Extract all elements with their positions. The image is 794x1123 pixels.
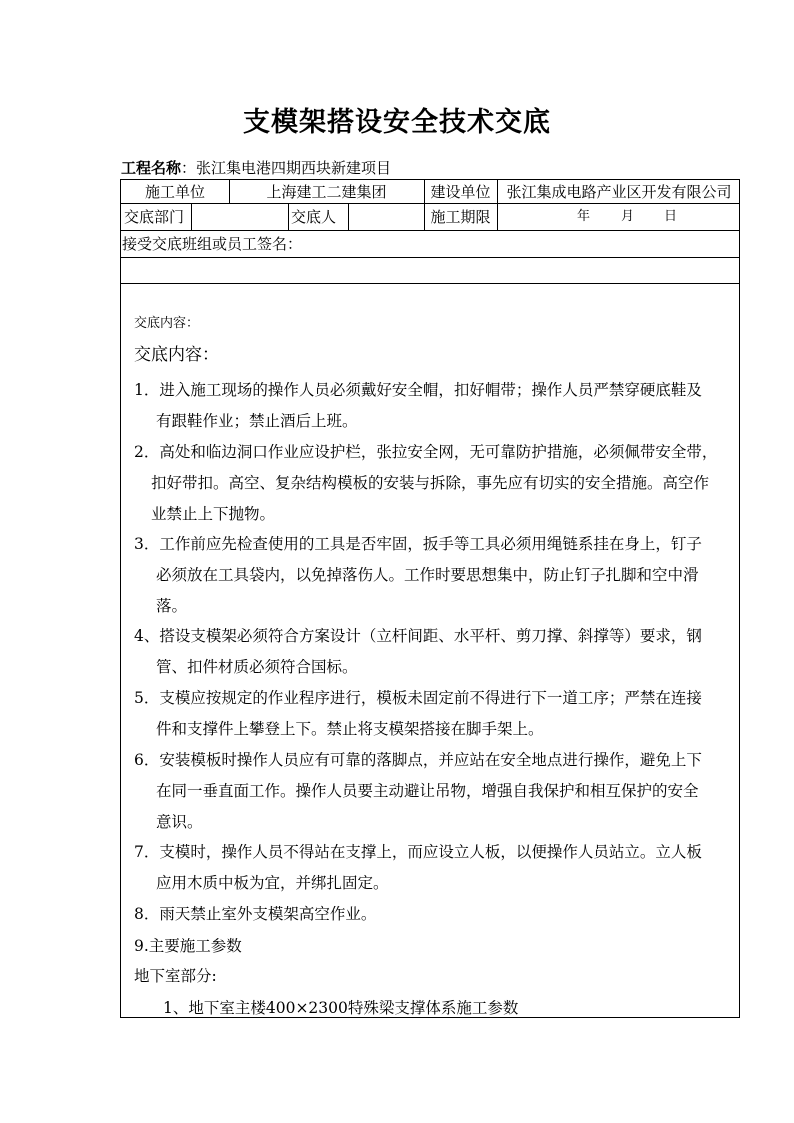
project-name: [121, 157, 391, 178]
row-divider: [121, 230, 739, 231]
document-title: 支模架搭设安全技术交底: [243, 107, 551, 138]
person-label: 交底人: [291, 208, 337, 226]
safety-item-line: 必须放在工具袋内，以免掉落伤人。工作时要思想集中，防止钉子扎脚和空中滑: [156, 566, 699, 584]
param-heading: 9.主要施工参数: [134, 937, 242, 955]
sub-item: 1、地下室主楼400×2300特殊梁支撑体系施工参数: [163, 999, 519, 1017]
safety-item-line: 扣好带扣。高空、复杂结构模板的安装与拆除，事先应有切实的安全措施。高空作: [151, 474, 710, 492]
safety-item-line: 8．雨天禁止室外支模架高空作业。: [134, 905, 377, 923]
col-divider: [348, 203, 349, 230]
content-label: 交底内容：: [134, 345, 219, 365]
row-divider: [121, 283, 739, 284]
safety-item-line: 在同一垂直面工作。操作人员要主动避让吊物，增强自我保护和相互保护的安全: [156, 782, 699, 800]
safety-item-line: 落。: [156, 597, 188, 615]
period-label: 施工期限: [430, 208, 491, 226]
basement-label: 地下室部分:: [134, 967, 217, 985]
safety-item-line: 6．安装模板时操作人员应有可靠的落脚点，并应站在安全地点进行操作，避免上下: [134, 751, 702, 769]
dept-label: 交底部门: [124, 208, 185, 226]
col-divider: [288, 203, 289, 230]
period-year: 年: [577, 209, 591, 224]
safety-item-line: 有跟鞋作业；禁止酒后上班。: [156, 412, 358, 430]
period-day: 日: [664, 209, 678, 224]
safety-item-line: 管、扣件材质必须符合国标。: [156, 658, 358, 676]
safety-item-line: 应用木质中板为宜，并绑扎固定。: [156, 874, 389, 892]
safety-item-line: 2．高处和临边洞口作业应设护栏，张拉安全网，无可靠防护措施，必须佩带安全带，: [134, 443, 718, 461]
construction-unit-label: 施工单位: [144, 183, 205, 201]
construction-unit-value: 上海建工二建集团: [266, 183, 387, 201]
safety-item-line: 3．工作前应先检查使用的工具是否牢固，扳手等工具必须用绳链系挂在身上，钉子: [134, 535, 702, 553]
owner-label: 建设单位: [430, 183, 491, 201]
project-sep: ：: [181, 159, 197, 177]
safety-item-line: 4、搭设支模架必须符合方案设计（立杆间距、水平杆、剪刀撑、斜撑等）要求，钢: [134, 627, 702, 645]
owner-value: 张江集成电路产业区开发有限公司: [506, 183, 732, 201]
safety-item-line: 件和支撑件上攀登上下。禁止将支模架搭接在脚手架上。: [156, 720, 544, 738]
project-value: 张江集电港四期西块新建项目: [196, 159, 392, 177]
safety-item-line: 1．进入施工现场的操作人员必须戴好安全帽，扣好帽带；操作人员严禁穿硬底鞋及: [134, 381, 702, 399]
sign-label: 接受交底班组或员工签名：: [122, 235, 303, 253]
col-divider: [191, 203, 192, 230]
row-divider: [121, 257, 739, 258]
project-label: 工程名称: [121, 159, 182, 177]
safety-item-line: 5．支模应按规定的作业程序进行，模板未固定前不得进行下一道工序；严禁在连接: [134, 689, 702, 707]
safety-item-line: 业禁止上下抛物。: [151, 505, 276, 523]
safety-item-line: 7．支模时，操作人员不得站在支撑上，而应设立人板，以便操作人员站立。立人板: [134, 843, 702, 861]
period-month: 月: [621, 209, 635, 224]
safety-item-line: 意识。: [156, 813, 203, 831]
content-small-label: 交底内容：: [134, 316, 200, 331]
